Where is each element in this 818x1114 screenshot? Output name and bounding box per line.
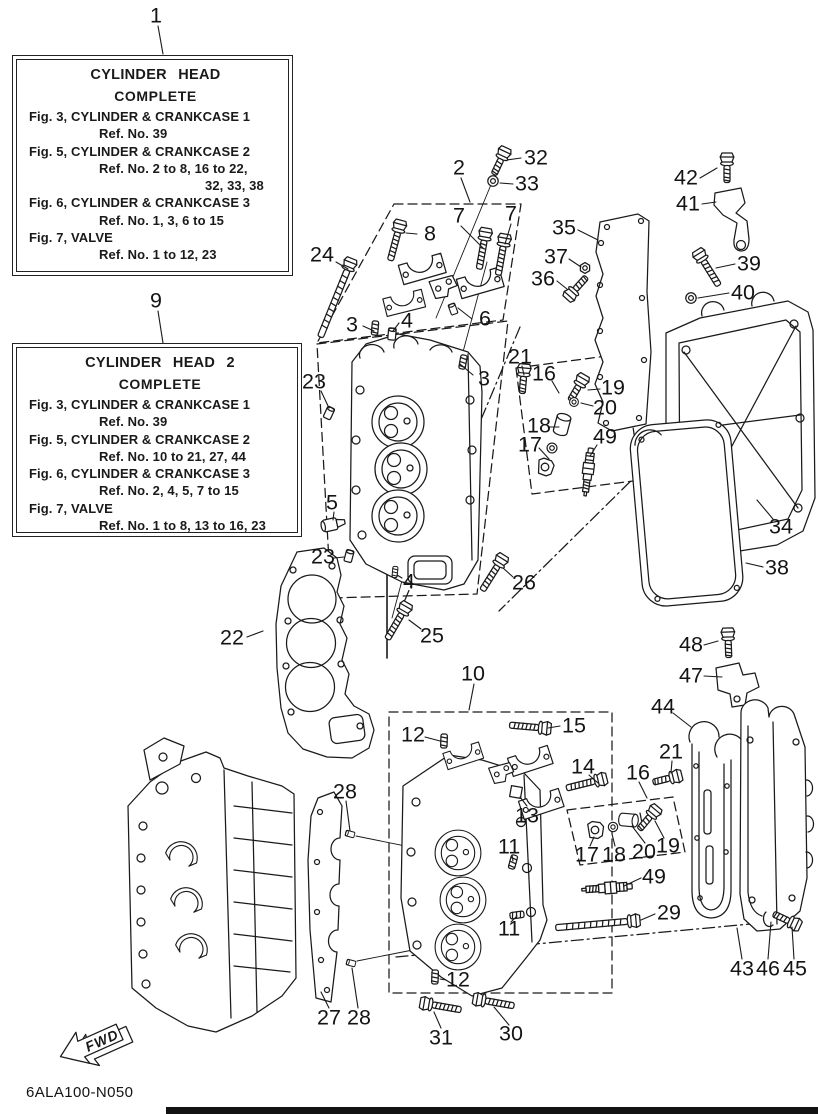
note-line: Ref. No. 39	[99, 414, 168, 430]
callout-17: 17	[518, 432, 542, 457]
fwd-label: FWD	[82, 1025, 122, 1055]
callout-24: 24	[310, 242, 334, 267]
callout-42: 42	[674, 165, 698, 190]
cylinder-head-note-box	[12, 55, 293, 276]
callout-36: 36	[531, 266, 555, 291]
callout-22: 22	[220, 625, 244, 650]
note-subtitle: COMPLETE	[118, 376, 202, 392]
note-title: CYLINDER HEAD	[90, 67, 221, 83]
callout-45: 45	[783, 956, 807, 981]
callout-47: 47	[679, 663, 703, 688]
callout-25: 25	[420, 623, 444, 648]
note-line: Ref. No. 1 to 8, 13 to 16, 23	[99, 518, 266, 533]
note-line: Ref. No. 1 to 12, 23	[99, 247, 217, 263]
callout-16: 16	[626, 760, 650, 785]
head-gasket-22	[276, 544, 374, 758]
note-line: 32, 33, 38	[205, 178, 264, 194]
cylinder-head-2-note-box	[12, 343, 302, 537]
callout-30: 30	[499, 1021, 523, 1046]
bracket-47	[716, 628, 759, 707]
callout-14: 14	[571, 754, 595, 779]
note-line: Ref. No. 2 to 8, 16 to 22,	[99, 160, 248, 176]
callout-3: 3	[346, 312, 358, 337]
callout-16: 16	[532, 361, 556, 386]
callout-3: 3	[478, 366, 490, 391]
note-line: Ref. No. 2, 4, 5, 7 to 15	[99, 483, 239, 499]
note-line: Ref. No. 39	[99, 126, 168, 142]
note-line: Fig. 3, CYLINDER & CRANKCASE 1	[29, 397, 251, 412]
fwd-arrow	[54, 1013, 136, 1079]
note-title: CYLINDER HEAD 2	[85, 355, 235, 371]
note-line: Ref. No. 10 to 21, 27, 44	[99, 448, 247, 464]
callout-39: 39	[737, 251, 761, 276]
callout-41: 41	[676, 191, 700, 216]
callout-29: 29	[657, 900, 681, 925]
callout-34: 34	[769, 514, 793, 539]
callout-5: 5	[326, 490, 338, 515]
gasket-44	[689, 722, 745, 918]
callout-20: 20	[632, 839, 656, 864]
callout-4: 4	[401, 308, 413, 333]
drawing-code: 6ALA100-N050	[26, 1084, 134, 1101]
callout-33: 33	[515, 171, 539, 196]
note-line: Fig. 7, VALVE	[29, 230, 113, 246]
plug-tube-parts-upper	[515, 363, 596, 496]
callout-6: 6	[479, 306, 491, 331]
callout-23: 23	[311, 544, 335, 569]
note-line: Fig. 5, CYLINDER & CRANKCASE 2	[29, 143, 251, 159]
plug-tube-parts-lower	[581, 803, 663, 896]
callout-40: 40	[731, 280, 755, 305]
note-subtitle: COMPLETE	[114, 88, 197, 104]
callout-21: 21	[659, 739, 683, 764]
callout-17: 17	[575, 842, 599, 867]
callout-7: 7	[505, 201, 517, 226]
bracket-41	[714, 188, 749, 251]
note-line: Fig. 6, CYLINDER & CRANKCASE 3	[29, 195, 251, 211]
cylinder-head-lower	[401, 755, 547, 996]
callout-35: 35	[552, 215, 576, 240]
callout-15: 15	[562, 713, 586, 738]
callout-49: 49	[642, 864, 666, 889]
group-box-plugtube-lower	[567, 797, 685, 865]
callout-19: 19	[656, 833, 680, 858]
callout-11: 11	[497, 834, 521, 859]
callout-49: 49	[593, 424, 617, 449]
callout-27: 27	[317, 1005, 341, 1030]
callout-9: 9	[150, 288, 162, 313]
note-line: Fig. 7, VALVE	[29, 500, 113, 516]
callout-28: 28	[347, 1005, 371, 1030]
callout-20: 20	[593, 395, 617, 420]
callout-2: 2	[453, 155, 465, 180]
gasket-35	[595, 214, 651, 431]
callout-32: 32	[524, 145, 548, 170]
callout-38: 38	[765, 555, 789, 580]
crankcase-block	[128, 738, 296, 1032]
note-line: Fig. 5, CYLINDER & CRANKCASE 2	[29, 431, 251, 447]
callout-18: 18	[527, 413, 551, 438]
callout-10: 10	[461, 661, 485, 686]
valve-cover-lower	[740, 700, 814, 933]
callout-37: 37	[544, 244, 568, 269]
callout-26: 26	[512, 570, 536, 595]
note-line: Fig. 6, CYLINDER & CRANKCASE 3	[29, 466, 251, 482]
callout-11: 11	[497, 916, 521, 941]
note-line: Ref. No. 1, 3, 6 to 15	[99, 212, 225, 228]
callout-1: 1	[150, 3, 162, 28]
callout-12: 12	[446, 967, 470, 992]
callout-13: 13	[515, 803, 539, 828]
callout-43: 43	[730, 956, 754, 981]
callout-12: 12	[401, 722, 425, 747]
callout-48: 48	[679, 632, 703, 657]
gasket-27	[308, 792, 342, 1002]
page-edge-bar	[166, 1107, 818, 1114]
callout-44: 44	[651, 694, 675, 719]
callout-4: 4	[403, 569, 415, 594]
callout-31: 31	[429, 1025, 453, 1050]
valve-cover-gasket-38	[628, 418, 744, 608]
callout-18: 18	[602, 842, 626, 867]
callout-21: 21	[508, 344, 532, 369]
callout-46: 46	[756, 956, 780, 981]
callout-8: 8	[424, 221, 436, 246]
note-line: Fig. 3, CYLINDER & CRANKCASE 1	[29, 109, 251, 124]
callout-19: 19	[601, 375, 625, 400]
callout-28: 28	[333, 779, 357, 804]
callout-23: 23	[302, 369, 326, 394]
cam-caps-upper	[383, 253, 504, 316]
cylinder-head-upper	[350, 334, 482, 590]
callout-7: 7	[453, 203, 465, 228]
